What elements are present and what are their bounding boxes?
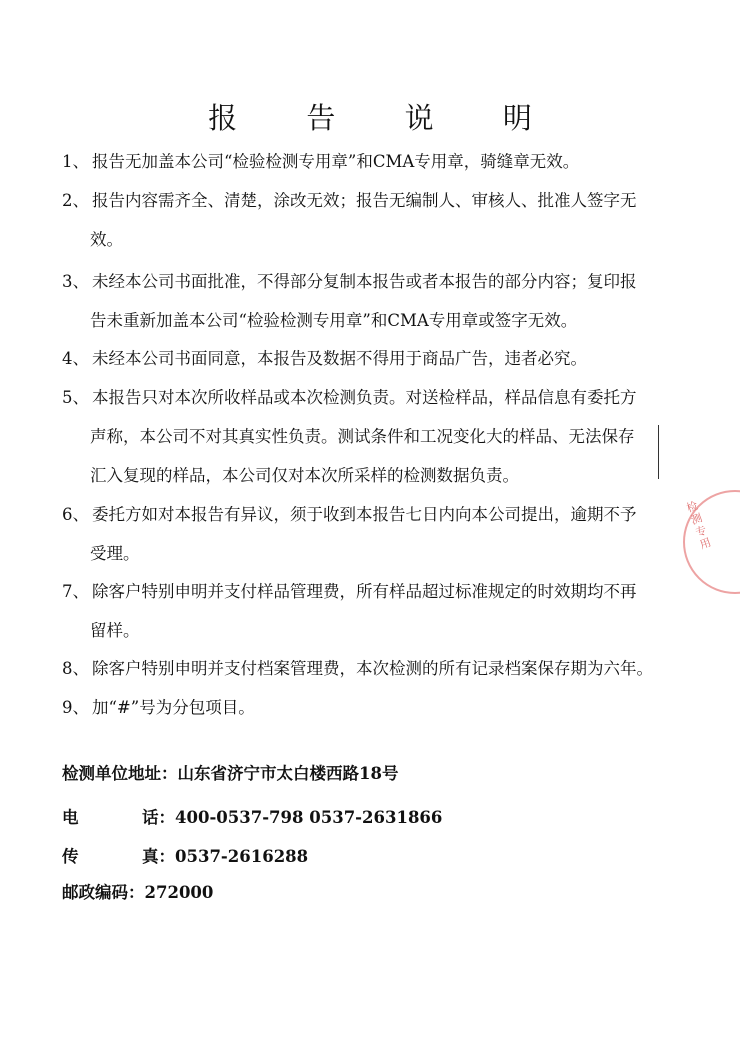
address-value: 山东省济宁市太白楼西路18号 bbox=[177, 764, 399, 783]
stitch-mark bbox=[658, 425, 659, 479]
list-item: 3、 未经本公司书面批准，不得部分复制本报告或者本报告的部分内容；复印报 告未重新加盖本公司“检验检测专用章”和CMA专用章或签字无效。 bbox=[62, 272, 637, 330]
list-item: 9、 加“#”号为分包项目。 bbox=[62, 698, 255, 717]
seal-text: 检测专用 bbox=[683, 499, 714, 553]
fax-value: 0537-2616288 bbox=[175, 847, 309, 866]
list-item: 2、 报告内容需齐全、清楚，涂改无效；报告无编制人、审核人、批准人签字无 效。 bbox=[62, 191, 637, 249]
list-item: 6、 委托方如对本报告有异议，须于收到本报告七日内向本公司提出，逾期不予 受理。 bbox=[62, 505, 637, 563]
list-item: 7、 除客户特别申明并支付样品管理费，所有样品超过标准规定的时效期均不再 留样。 bbox=[62, 582, 637, 640]
list-item: 8、 除客户特别申明并支付档案管理费，本次检测的所有记录档案保存期为六年。 bbox=[62, 659, 653, 678]
address-line: 检测单位地址：山东省济宁市太白楼西路18号 bbox=[62, 764, 399, 783]
postcode-line: 邮政编码：272000 bbox=[62, 883, 214, 902]
postcode-value: 272000 bbox=[144, 883, 214, 902]
page-title: 报 告 说 明 bbox=[208, 101, 562, 135]
list-item: 5、 本报告只对本次所收样品或本次检测负责。对送检样品，样品信息有委托方 声称，本公司不对其真实性负责。测试条件和工况变化大的样品、无法保存 汇入复现的样品，本公司仅对本次所采样的检测数据负责。 bbox=[62, 388, 637, 485]
list-item: 1、 报告无加盖本公司“检验检测专用章”和CMA专用章，骑缝章无效。 bbox=[62, 152, 580, 171]
list-item: 4、 未经本公司书面同意，本报告及数据不得用于商品广告，违者必究。 bbox=[62, 349, 587, 368]
phone-value: 400-0537-798 0537-2631866 bbox=[175, 808, 443, 827]
phone-line: 电 话：400-0537-798 0537-2631866 bbox=[62, 808, 443, 827]
fax-line: 传 真：0537-2616288 bbox=[62, 847, 309, 866]
